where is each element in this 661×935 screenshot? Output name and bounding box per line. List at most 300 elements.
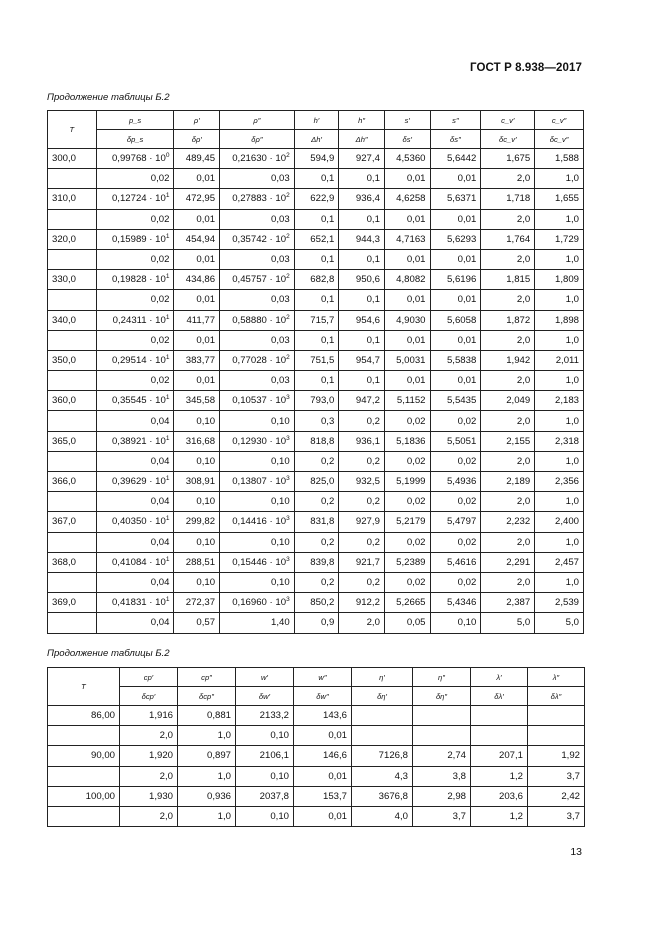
header-cell: cp′: [120, 668, 178, 687]
header-cell: c_v′: [481, 111, 535, 130]
cv-liquid-cell: 2,049: [481, 391, 535, 411]
table1-header-row-top: [48, 111, 584, 130]
pressure-cell-mantissa: 0,15989 · 10: [111, 233, 166, 245]
uncertainty-cell: 2,0: [120, 806, 178, 826]
pressure-cell-mantissa: 0,35545 · 10: [111, 395, 166, 407]
header-cell: δλ″: [528, 687, 585, 706]
table1-uncertainty-row: [48, 371, 584, 391]
entropy-liquid-cell: 5,0031: [384, 350, 430, 370]
value-cell: 0,897: [178, 746, 236, 766]
empty-cell: [48, 290, 97, 310]
value-cell: 2,42: [528, 786, 585, 806]
table1-value-row: [48, 593, 584, 613]
uncertainty-cell: 0,01: [430, 290, 481, 310]
empty-cell: [48, 806, 120, 826]
empty-cell: [48, 532, 97, 552]
table1-value-row: [48, 512, 584, 532]
uncertainty-cell: 4,3: [352, 766, 413, 786]
temperature-cell: 367,0: [48, 512, 97, 532]
cv-liquid-cell: 1,764: [481, 229, 535, 249]
pressure-cell: [96, 189, 174, 209]
uncertainty-cell: 0,2: [294, 572, 339, 592]
uncertainty-cell: 0,02: [96, 290, 174, 310]
density-vapor-cell-mantissa: 0,14416 · 10: [232, 516, 287, 528]
uncertainty-cell: [528, 726, 585, 746]
temperature-cell: 366,0: [48, 472, 97, 492]
pressure-cell: [96, 431, 174, 451]
enthalpy-liquid-cell: 715,7: [294, 310, 339, 330]
enthalpy-liquid-cell: 793,0: [294, 391, 339, 411]
density-vapor-cell-mantissa: 0,10537 · 10: [232, 395, 287, 407]
table1-uncertainty-row: [48, 572, 584, 592]
uncertainty-cell: 0,10: [220, 492, 295, 512]
value-cell: 1,920: [120, 746, 178, 766]
density-vapor-cell-exponent: 2: [286, 192, 290, 200]
temperature-cell: 369,0: [48, 593, 97, 613]
value-cell: [471, 706, 528, 726]
temperature-cell: 368,0: [48, 552, 97, 572]
uncertainty-cell: 0,02: [384, 451, 430, 471]
uncertainty-cell: 0,10: [430, 613, 481, 633]
enthalpy-liquid-cell: 825,0: [294, 472, 339, 492]
cv-vapor-cell: 2,183: [535, 391, 584, 411]
enthalpy-vapor-cell: 936,4: [339, 189, 385, 209]
header-cell: δw′: [236, 687, 294, 706]
table1-uncertainty-row: [48, 492, 584, 512]
enthalpy-vapor-cell: 912,2: [339, 593, 385, 613]
uncertainty-cell: 1,0: [535, 330, 584, 350]
header-cell: δρ″: [220, 130, 295, 149]
uncertainty-cell: 0,04: [96, 492, 174, 512]
pressure-cell-mantissa: 0,12724 · 10: [111, 193, 166, 205]
table1-uncertainty-row: [48, 249, 584, 269]
uncertainty-cell: 0,1: [339, 249, 385, 269]
uncertainty-cell: 2,0: [120, 726, 178, 746]
density-vapor-cell-exponent: 2: [286, 151, 290, 159]
uncertainty-cell: 0,01: [430, 371, 481, 391]
value-cell: 2106,1: [236, 746, 294, 766]
pressure-cell-exponent: 0: [165, 151, 170, 159]
pressure-cell-mantissa: 0,24311 · 10: [112, 314, 166, 326]
table1-value-row: [48, 552, 584, 572]
density-liquid-cell: 288,51: [174, 552, 220, 572]
table2-value-row: [48, 786, 585, 806]
entropy-vapor-cell: 5,4346: [430, 593, 481, 613]
uncertainty-cell: 0,01: [430, 209, 481, 229]
table1-value-row: [48, 149, 584, 169]
density-vapor-cell-exponent: 2: [286, 273, 290, 281]
uncertainty-cell: 0,02: [96, 209, 174, 229]
uncertainty-cell: [471, 726, 528, 746]
entropy-liquid-cell: 5,1999: [384, 472, 430, 492]
uncertainty-cell: 3,7: [528, 766, 585, 786]
entropy-vapor-cell: 5,4797: [430, 512, 481, 532]
uncertainty-cell: 0,04: [96, 451, 174, 471]
entropy-vapor-cell: 5,6442: [430, 149, 481, 169]
density-vapor-cell-exponent: 3: [286, 394, 290, 402]
uncertainty-cell: 0,10: [220, 411, 295, 431]
header-cell: δp_s: [96, 130, 174, 149]
pressure-cell-mantissa: 0,39629 · 10: [111, 476, 166, 488]
density-vapor-cell-mantissa: 0,58880 · 10: [232, 314, 287, 326]
pressure-cell-exponent: 1: [165, 353, 170, 361]
pressure-cell: [96, 310, 174, 330]
table1-caption: Продолжение таблицы Б.2: [47, 92, 170, 103]
uncertainty-cell: 1,0: [178, 806, 236, 826]
value-cell: 7126,8: [352, 746, 413, 766]
pressure-cell: [96, 593, 174, 613]
uncertainty-cell: 0,01: [294, 766, 352, 786]
cv-liquid-cell: 1,815: [481, 270, 535, 290]
uncertainty-cell: 0,01: [384, 209, 430, 229]
uncertainty-cell: 2,0: [481, 330, 535, 350]
uncertainty-cell: 0,2: [339, 532, 385, 552]
value-cell: 2,74: [413, 746, 471, 766]
density-vapor-cell: [220, 593, 295, 613]
density-vapor-cell: [220, 512, 295, 532]
temperature-cell: 360,0: [48, 391, 97, 411]
density-liquid-cell: 411,77: [174, 310, 220, 330]
header-cell: w′: [236, 668, 294, 687]
value-cell: 3676,8: [352, 786, 413, 806]
header-cell: δs′: [384, 130, 430, 149]
table1-header-row-bottom: [48, 130, 584, 149]
table2-uncertainty-row: [48, 806, 585, 826]
temperature-cell: 365,0: [48, 431, 97, 451]
empty-cell: [48, 330, 97, 350]
table1-header-t: T: [48, 111, 97, 149]
header-cell: δc_v″: [535, 130, 584, 149]
uncertainty-cell: 1,2: [471, 806, 528, 826]
uncertainty-cell: 0,02: [384, 492, 430, 512]
header-cell: δcp″: [178, 687, 236, 706]
header-cell: λ″: [528, 668, 585, 687]
uncertainty-cell: 0,03: [220, 290, 295, 310]
uncertainty-cell: 2,0: [481, 209, 535, 229]
table1-uncertainty-row: [48, 330, 584, 350]
temperature-cell: 330,0: [48, 270, 97, 290]
header-cell: Δh′: [294, 130, 339, 149]
uncertainty-cell: 0,02: [96, 371, 174, 391]
uncertainty-cell: 0,10: [220, 532, 295, 552]
header-cell: h′: [294, 111, 339, 130]
uncertainty-cell: 0,04: [96, 572, 174, 592]
uncertainty-cell: 0,1: [294, 290, 339, 310]
enthalpy-vapor-cell: 950,6: [339, 270, 385, 290]
entropy-liquid-cell: 4,9030: [384, 310, 430, 330]
pressure-cell-mantissa: 0,41831 · 10: [111, 597, 166, 609]
uncertainty-cell: 0,01: [174, 249, 220, 269]
enthalpy-vapor-cell: 936,1: [339, 431, 385, 451]
cv-vapor-cell: 2,539: [535, 593, 584, 613]
header-cell: w″: [294, 668, 352, 687]
value-cell: 0,881: [178, 706, 236, 726]
uncertainty-cell: 0,05: [384, 613, 430, 633]
uncertainty-cell: 0,1: [294, 249, 339, 269]
uncertainty-cell: 0,10: [236, 726, 294, 746]
uncertainty-cell: 1,0: [535, 209, 584, 229]
uncertainty-cell: 0,1: [339, 169, 385, 189]
enthalpy-vapor-cell: 954,7: [339, 350, 385, 370]
header-cell: Δh″: [339, 130, 385, 149]
uncertainty-cell: 0,2: [339, 411, 385, 431]
entropy-liquid-cell: 5,2389: [384, 552, 430, 572]
table1-value-row: [48, 189, 584, 209]
density-vapor-cell: [220, 149, 295, 169]
uncertainty-cell: 0,2: [339, 492, 385, 512]
empty-cell: [48, 209, 97, 229]
header-cell: p_s: [96, 111, 174, 130]
enthalpy-liquid-cell: 818,8: [294, 431, 339, 451]
uncertainty-cell: 5,0: [481, 613, 535, 633]
pressure-cell-exponent: 1: [165, 394, 170, 402]
uncertainty-cell: 0,01: [384, 169, 430, 189]
density-vapor-cell-exponent: 2: [286, 313, 290, 321]
density-vapor-cell-mantissa: 0,77028 · 10: [232, 354, 287, 366]
table2-header-row-top: [48, 668, 585, 687]
uncertainty-cell: 0,3: [294, 411, 339, 431]
cv-vapor-cell: 1,809: [535, 270, 584, 290]
entropy-vapor-cell: 5,5435: [430, 391, 481, 411]
uncertainty-cell: 0,01: [430, 169, 481, 189]
pressure-cell: [96, 149, 174, 169]
density-vapor-cell: [220, 189, 295, 209]
density-liquid-cell: 299,82: [174, 512, 220, 532]
density-vapor-cell-exponent: 3: [286, 515, 290, 523]
value-cell: 153,7: [294, 786, 352, 806]
density-vapor-cell-exponent: 3: [286, 596, 290, 604]
entropy-vapor-cell: 5,5051: [430, 431, 481, 451]
uncertainty-cell: 0,1: [339, 290, 385, 310]
value-cell: 146,6: [294, 746, 352, 766]
density-vapor-cell-exponent: 3: [286, 474, 290, 482]
header-cell: λ′: [471, 668, 528, 687]
uncertainty-cell: 0,2: [294, 492, 339, 512]
empty-cell: [48, 492, 97, 512]
uncertainty-cell: [413, 726, 471, 746]
pressure-cell-exponent: 1: [165, 313, 170, 321]
temperature-cell: 310,0: [48, 189, 97, 209]
uncertainty-cell: 1,0: [535, 169, 584, 189]
uncertainty-cell: 0,1: [294, 371, 339, 391]
uncertainty-cell: 0,01: [174, 290, 220, 310]
uncertainty-cell: 0,03: [220, 209, 295, 229]
cv-vapor-cell: 2,318: [535, 431, 584, 451]
empty-cell: [48, 169, 97, 189]
uncertainty-cell: 0,01: [384, 290, 430, 310]
uncertainty-cell: 0,02: [384, 572, 430, 592]
header-cell: cp″: [178, 668, 236, 687]
value-cell: 207,1: [471, 746, 528, 766]
uncertainty-cell: 0,2: [294, 532, 339, 552]
table1-uncertainty-row: [48, 613, 584, 633]
uncertainty-cell: 0,9: [294, 613, 339, 633]
uncertainty-cell: 0,1: [294, 209, 339, 229]
uncertainty-cell: 0,04: [96, 411, 174, 431]
enthalpy-vapor-cell: 921,7: [339, 552, 385, 572]
cv-vapor-cell: 1,655: [535, 189, 584, 209]
cv-liquid-cell: 2,189: [481, 472, 535, 492]
uncertainty-cell: 2,0: [339, 613, 385, 633]
uncertainty-cell: 2,0: [481, 451, 535, 471]
density-vapor-cell-exponent: 3: [286, 555, 290, 563]
value-cell: 1,916: [120, 706, 178, 726]
cv-vapor-cell: 2,011: [535, 350, 584, 370]
entropy-vapor-cell: 5,6196: [430, 270, 481, 290]
enthalpy-liquid-cell: 751,5: [294, 350, 339, 370]
table1-uncertainty-row: [48, 290, 584, 310]
entropy-liquid-cell: 5,2179: [384, 512, 430, 532]
table2-header-t: T: [48, 668, 120, 706]
uncertainty-cell: 3,8: [413, 766, 471, 786]
uncertainty-cell: 0,2: [294, 451, 339, 471]
header-cell: δw″: [294, 687, 352, 706]
table1-uncertainty-row: [48, 411, 584, 431]
enthalpy-liquid-cell: 682,8: [294, 270, 339, 290]
enthalpy-liquid-cell: 622,9: [294, 189, 339, 209]
cv-vapor-cell: 2,356: [535, 472, 584, 492]
uncertainty-cell: 0,10: [236, 806, 294, 826]
uncertainty-cell: [352, 726, 413, 746]
uncertainty-cell: 2,0: [481, 532, 535, 552]
uncertainty-cell: 1,0: [535, 371, 584, 391]
entropy-liquid-cell: 5,1836: [384, 431, 430, 451]
cv-vapor-cell: 1,729: [535, 229, 584, 249]
table1-value-row: [48, 391, 584, 411]
uncertainty-cell: 0,1: [339, 209, 385, 229]
uncertainty-cell: 1,0: [178, 726, 236, 746]
cv-liquid-cell: 2,155: [481, 431, 535, 451]
uncertainty-cell: 0,10: [174, 572, 220, 592]
density-vapor-cell-mantissa: 0,15446 · 10: [232, 556, 287, 568]
header-cell: η″: [413, 668, 471, 687]
uncertainty-cell: 0,1: [339, 330, 385, 350]
uncertainty-cell: 0,2: [339, 451, 385, 471]
uncertainty-cell: 0,1: [294, 330, 339, 350]
header-cell: δλ′: [471, 687, 528, 706]
pressure-cell-exponent: 1: [165, 434, 170, 442]
uncertainty-cell: 1,0: [535, 492, 584, 512]
header-cell: h″: [339, 111, 385, 130]
pressure-cell-exponent: 1: [165, 596, 170, 604]
table1-uncertainty-row: [48, 532, 584, 552]
table1-value-row: [48, 229, 584, 249]
value-cell: 1,92: [528, 746, 585, 766]
cv-liquid-cell: 1,872: [481, 310, 535, 330]
pressure-cell: [96, 229, 174, 249]
pressure-cell: [96, 512, 174, 532]
uncertainty-cell: 0,2: [339, 572, 385, 592]
enthalpy-vapor-cell: 944,3: [339, 229, 385, 249]
entropy-liquid-cell: 5,2665: [384, 593, 430, 613]
table2-caption: Продолжение таблицы Б.2: [47, 648, 170, 659]
density-liquid-cell: 434,86: [174, 270, 220, 290]
uncertainty-cell: 0,02: [430, 451, 481, 471]
header-cell: δs″: [430, 130, 481, 149]
uncertainty-cell: 4,0: [352, 806, 413, 826]
uncertainty-cell: 0,02: [96, 330, 174, 350]
uncertainty-cell: 0,03: [220, 169, 295, 189]
uncertainty-cell: 0,04: [96, 613, 174, 633]
entropy-vapor-cell: 5,5838: [430, 350, 481, 370]
uncertainty-cell: 0,04: [96, 532, 174, 552]
temperature-cell: 320,0: [48, 229, 97, 249]
table1-value-row: [48, 310, 584, 330]
uncertainty-cell: 1,0: [535, 451, 584, 471]
enthalpy-liquid-cell: 831,8: [294, 512, 339, 532]
uncertainty-cell: 1,0: [535, 249, 584, 269]
cv-vapor-cell: 1,588: [535, 149, 584, 169]
entropy-liquid-cell: 4,6258: [384, 189, 430, 209]
uncertainty-cell: 0,01: [294, 806, 352, 826]
page-number: 13: [570, 846, 582, 858]
uncertainty-cell: 0,01: [174, 371, 220, 391]
uncertainty-cell: 1,0: [178, 766, 236, 786]
empty-cell: [48, 249, 97, 269]
uncertainty-cell: 0,02: [430, 532, 481, 552]
pressure-cell-exponent: 1: [165, 232, 170, 240]
table1: [47, 110, 584, 634]
table2-header-row-bottom: [48, 687, 585, 706]
pressure-cell: [96, 350, 174, 370]
enthalpy-vapor-cell: 932,5: [339, 472, 385, 492]
density-liquid-cell: 345,58: [174, 391, 220, 411]
uncertainty-cell: 0,1: [294, 169, 339, 189]
uncertainty-cell: 0,01: [174, 169, 220, 189]
entropy-vapor-cell: 5,6058: [430, 310, 481, 330]
density-liquid-cell: 489,45: [174, 149, 220, 169]
pressure-cell-exponent: 1: [165, 273, 170, 281]
uncertainty-cell: 0,02: [384, 411, 430, 431]
uncertainty-cell: 0,02: [96, 169, 174, 189]
value-cell: 2,98: [413, 786, 471, 806]
entropy-vapor-cell: 5,4616: [430, 552, 481, 572]
pressure-cell-mantissa: 0,99768 · 10: [111, 153, 166, 165]
pressure-cell: [96, 552, 174, 572]
header-cell: δη′: [352, 687, 413, 706]
density-vapor-cell: [220, 229, 295, 249]
enthalpy-vapor-cell: 927,9: [339, 512, 385, 532]
enthalpy-liquid-cell: 652,1: [294, 229, 339, 249]
empty-cell: [48, 411, 97, 431]
uncertainty-cell: 2,0: [481, 572, 535, 592]
enthalpy-liquid-cell: 850,2: [294, 593, 339, 613]
enthalpy-liquid-cell: 839,8: [294, 552, 339, 572]
density-vapor-cell-exponent: 2: [286, 353, 290, 361]
header-cell: s′: [384, 111, 430, 130]
value-cell: 2037,8: [236, 786, 294, 806]
uncertainty-cell: 0,10: [220, 451, 295, 471]
uncertainty-cell: 0,01: [174, 330, 220, 350]
uncertainty-cell: 2,0: [481, 249, 535, 269]
table2-value-row: [48, 706, 585, 726]
enthalpy-vapor-cell: 927,4: [339, 149, 385, 169]
temperature-cell: 300,0: [48, 149, 97, 169]
value-cell: [528, 706, 585, 726]
entropy-liquid-cell: 4,8082: [384, 270, 430, 290]
table1-value-row: [48, 472, 584, 492]
uncertainty-cell: 0,01: [430, 330, 481, 350]
pressure-cell-exponent: 1: [165, 555, 170, 563]
pressure-cell-mantissa: 0,41084 · 10: [111, 556, 166, 568]
header-cell: δη″: [413, 687, 471, 706]
uncertainty-cell: 0,01: [384, 330, 430, 350]
density-vapor-cell-mantissa: 0,21630 · 10: [232, 153, 287, 165]
cv-vapor-cell: 2,457: [535, 552, 584, 572]
temperature-cell: 86,00: [48, 706, 120, 726]
value-cell: 2133,2: [236, 706, 294, 726]
pressure-cell-mantissa: 0,38921 · 10: [111, 435, 166, 447]
